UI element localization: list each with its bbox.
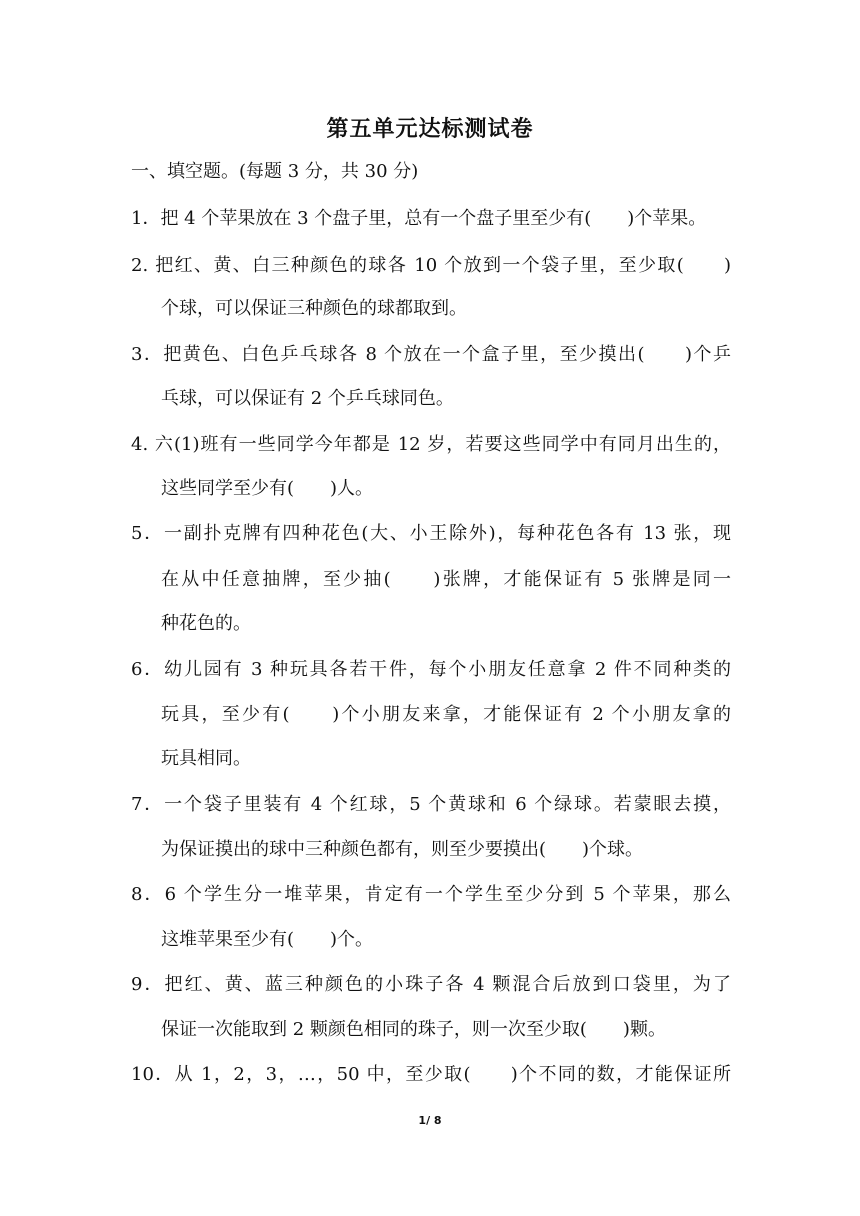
page-title: 第五单元达标测试卷 — [326, 117, 534, 142]
question-5-line-3: 种花色的。 — [161, 613, 251, 634]
question-9-line-1: 9．把红、黄、蓝三种颜色的小珠子各 4 颗混合后放到口袋里，为了 — [131, 974, 731, 995]
question-4-line-1: 4. 六(1)班有一些同学今年都是 12 岁，若要这些同学中有同月出生的， — [131, 434, 731, 455]
question-7-line-2: 为保证摸出的球中三种颜色都有，则至少要摸出( )个球。 — [161, 839, 644, 860]
question-5-line-2: 在从中任意抽牌，至少抽( )张牌，才能保证有 5 张牌是同一 — [161, 569, 731, 590]
question-8-line-2: 这堆苹果至少有( )个。 — [161, 929, 374, 950]
question-2-line-1: 2. 把红、黄、白三种颜色的球各 10 个放到一个袋子里，至少取( ) — [131, 255, 731, 276]
question-7-line-1: 7．一个袋子里装有 4 个红球，5 个黄球和 6 个绿球。若蒙眼去摸， — [131, 794, 731, 815]
question-4-line-2: 这些同学至少有( )人。 — [161, 478, 374, 499]
question-6-line-3: 玩具相同。 — [161, 748, 251, 769]
question-5-line-1: 5．一副扑克牌有四种花色(大、小王除外)，每种花色各有 13 张，现 — [131, 523, 731, 544]
question-10-line-1: 10．从 1，2，3，…，50 中，至少取( )个不同的数，才能保证所 — [131, 1064, 731, 1085]
section-heading: 一、填空题。(每题 3 分，共 30 分) — [131, 161, 419, 182]
question-3-line-1: 3．把黄色、白色乒乓球各 8 个放在一个盒子里，至少摸出( )个乒 — [131, 344, 731, 365]
question-8-line-1: 8．6 个学生分一堆苹果，肯定有一个学生至少分到 5 个苹果，那么 — [131, 884, 731, 905]
question-6-line-2: 玩具，至少有( )个小朋友来拿，才能保证有 2 个小朋友拿的 — [161, 704, 731, 725]
question-9-line-2: 保证一次能取到 2 颗颜色相同的珠子，则一次至少取( )颗。 — [161, 1019, 666, 1040]
question-1-line-1: 1．把 4 个苹果放在 3 个盘子里，总有一个盘子里至少有( )个苹果。 — [131, 208, 707, 229]
question-3-line-2: 乓球，可以保证有 2 个乒乓球同色。 — [161, 388, 454, 409]
question-2-line-2: 个球，可以保证三种颜色的球都取到。 — [161, 298, 467, 319]
question-6-line-1: 6．幼儿园有 3 种玩具各若干件，每个小朋友任意拿 2 件不同种类的 — [131, 659, 731, 680]
page-number: 1/ 8 — [418, 1114, 442, 1127]
